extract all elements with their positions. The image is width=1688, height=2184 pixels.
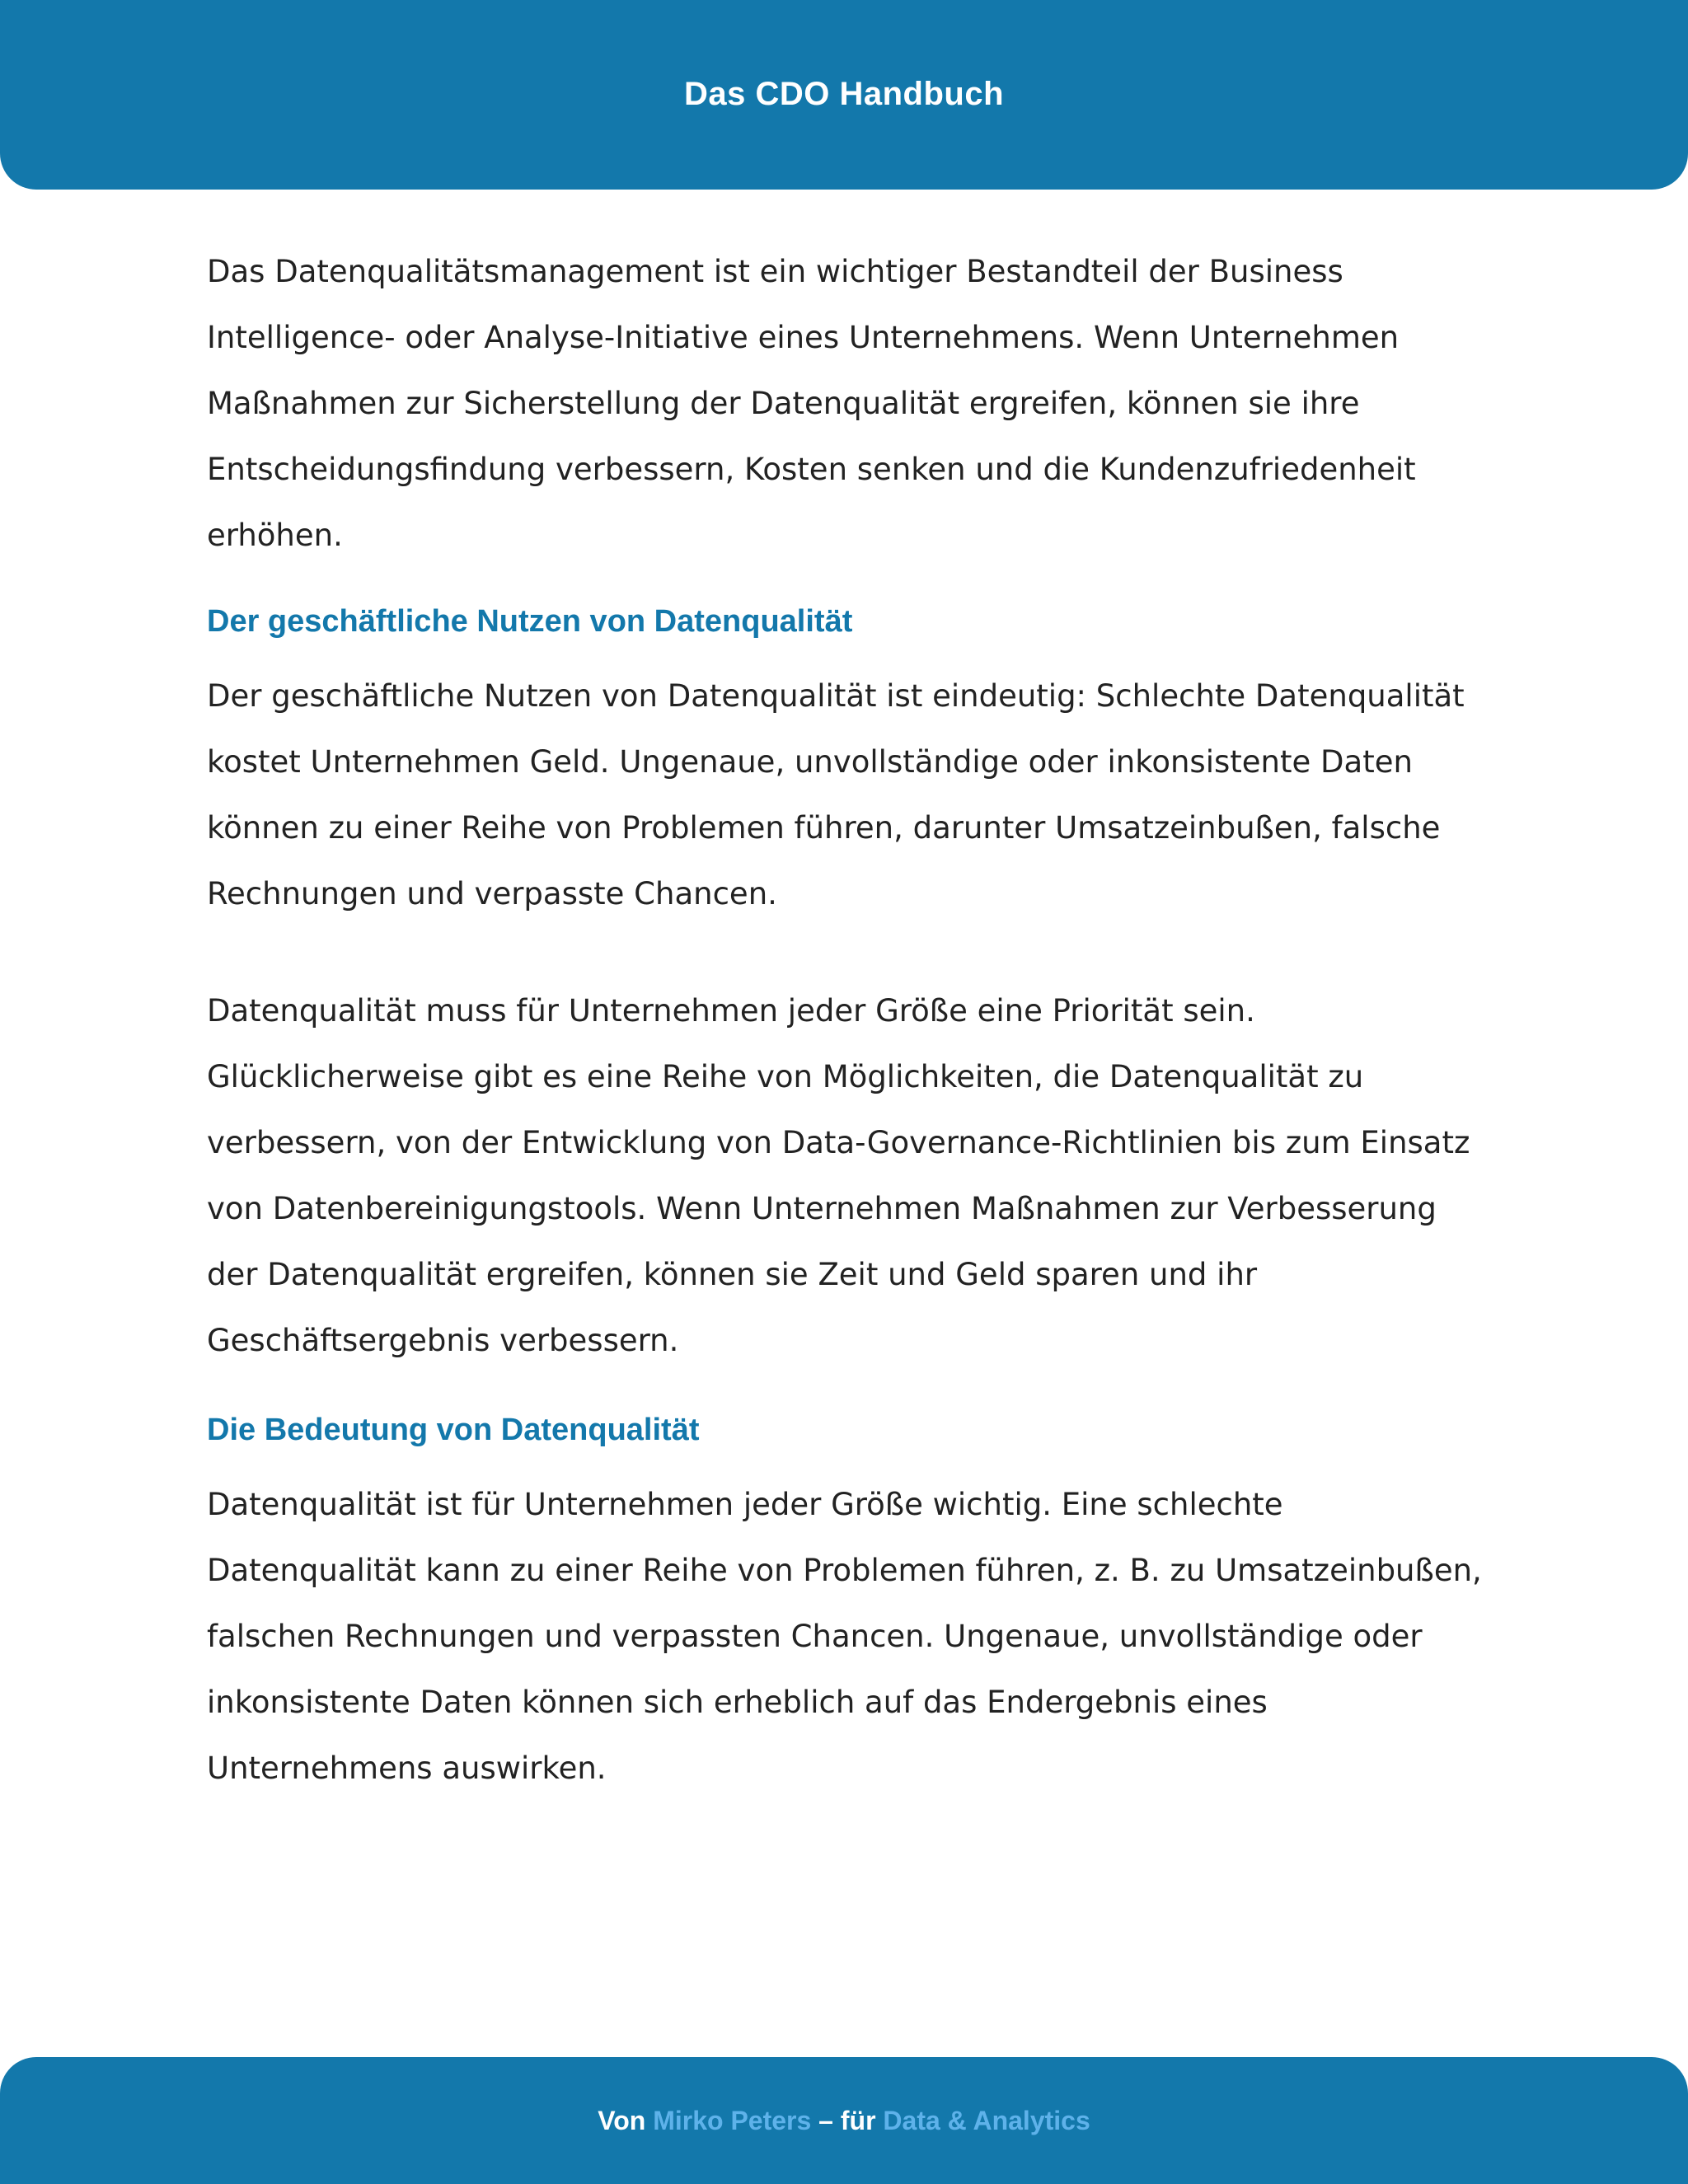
section-heading-business-value: Der geschäftliche Nutzen von Datenqualität xyxy=(207,604,853,639)
footer-credit xyxy=(0,2101,1688,2140)
section-heading-importance: Die Bedeutung von Datenqualität xyxy=(207,1413,700,1447)
site-link[interactable]: Data & Analytics xyxy=(883,2106,1090,2135)
page-title: Das CDO Handbuch xyxy=(683,76,1005,112)
footer-separator: – für xyxy=(818,2106,876,2135)
author-link[interactable]: Mirko Peters xyxy=(653,2106,812,2135)
intro-paragraph: Das Datenqualitätsmanagement ist ein wichtiger Bestandteil der Business Intelligence- oder Analyse-Initiative eines Unternehmens. Wenn Unternehmen Maßnahmen zur Sicherstellung der Datenqualität ergreifen, können sie ihre Entscheidungsfindung verbessern, Kosten senken und die Kundenzufriedenheit erhöhen. xyxy=(207,254,1416,553)
priority-paragraph: Datenqualität muss für Unternehmen jeder Größe eine Priorität sein. Glücklicherweise gibt es eine Reihe von Möglichkeiten, die Datenqualität zu verbessern, von der Entwicklung von Data-Governance-Richtlinien bis zum Einsatz von Datenbereinigungstools. Wenn Unternehmen Maßnahmen zur Verbesserung der Datenqualität ergreifen, können sie Zeit und Geld sparen und ihr Geschäftsergebnis verbessern. xyxy=(207,993,1470,1358)
footer-prefix: Von xyxy=(598,2106,646,2135)
importance-paragraph: Datenqualität ist für Unternehmen jeder Größe wichtig. Eine schlechte Datenqualität kann zu einer Reihe von Problemen führen, z. B. zu Umsatzeinbußen, falschen Rechnungen und verpassten Chancen. Ungenaue, unvollständige oder inkonsistente Daten können sich erheblich auf das Endergebnis eines Unternehmens auswirken. xyxy=(207,1487,1482,1786)
business-value-paragraph: Der geschäftliche Nutzen von Datenqualität ist eindeutig: Schlechte Datenqualität kostet Unternehmen Geld. Ungenaue, unvollständige oder inkonsistente Daten können zu einer Reihe von Problemen führen, darunter Umsatzeinbußen, falsche Rechnungen und verpasste Chancen. xyxy=(207,678,1465,912)
main-content xyxy=(207,239,1493,1802)
